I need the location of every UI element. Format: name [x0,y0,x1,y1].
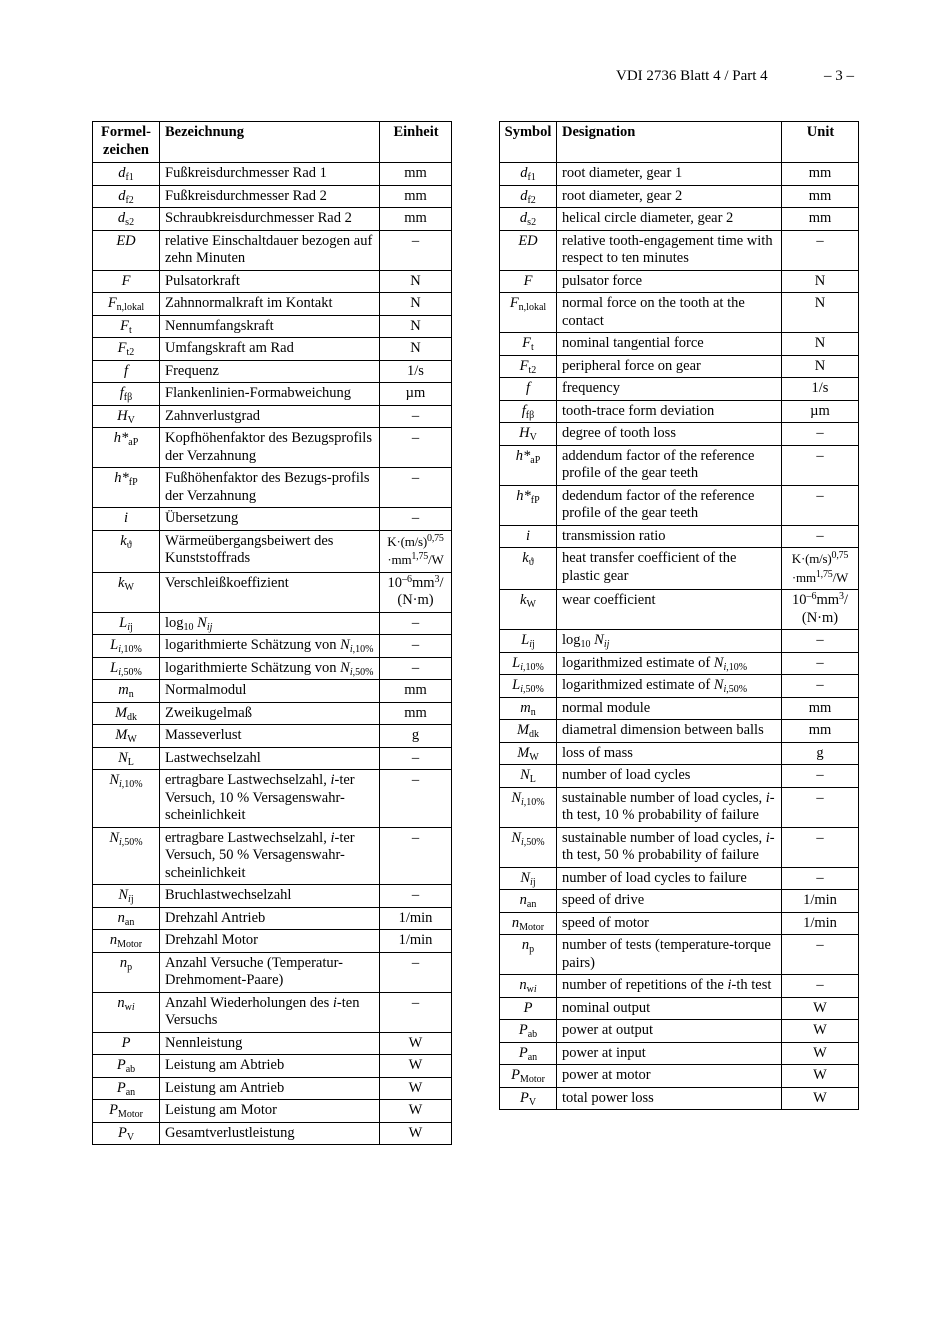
table-row [93,680,452,703]
unit-cell: 1/s [380,360,452,383]
symbol-cell: $P_{ab}$ [93,1055,160,1078]
unit-cell: – [380,747,452,770]
symbol-cell: $N_L$ [500,765,557,788]
table-row [500,423,859,446]
unit-cell: N [380,338,452,361]
symbol-cell: $L_{ij}$ [93,612,160,635]
designation-cell: Nennleistung [160,1032,380,1055]
unit-cell: W [782,997,859,1020]
designation-cell: speed of drive [557,890,782,913]
unit-cell: W [380,1100,452,1123]
table-row [500,293,859,333]
symbol-cell: $N_{i,50\%}$ [500,827,557,867]
unit-cell: – [380,635,452,658]
table-row [500,1042,859,1065]
symbol-table-german [92,121,452,1145]
unit-cell: W [380,1077,452,1100]
document-reference: VDI 2736 Blatt 4 / Part 4 [616,68,768,84]
designation-cell: helical circle diameter, gear 2 [557,208,782,231]
designation-cell: Fußkreisdurchmesser Rad 1 [160,163,380,186]
designation-cell: power at motor [557,1065,782,1088]
unit-cell: mm [380,702,452,725]
unit-cell: – [782,423,859,446]
symbol-cell: $n_p$ [93,952,160,992]
table-row [93,907,452,930]
table-row [500,765,859,788]
designation-cell: Anzahl Wiederholungen des i-ten Versuchs [160,992,380,1032]
table-row [93,885,452,908]
table-row [93,293,452,316]
symbol-cell: $F_t$ [93,315,160,338]
page-header [0,68,950,90]
designation-cell: Zweikugelmaß [160,702,380,725]
table-row [500,208,859,231]
designation-cell: $\log_{10} N_{ij}$ [160,612,380,635]
unit-cell: – [380,657,452,680]
symbol-cell: $P_V$ [93,1122,160,1145]
designation-cell: transmission ratio [557,525,782,548]
unit-cell: – [380,770,452,828]
table-row [500,630,859,653]
table-row [500,787,859,827]
table-row [93,702,452,725]
designation-cell: Lastwechselzahl [160,747,380,770]
designation-cell: number of repetitions of the i-th test [557,975,782,998]
unit-cell: – [380,428,452,468]
symbol-cell: $L_{ij}$ [500,630,557,653]
designation-cell: number of tests (temperature-torque pairs) [557,935,782,975]
unit-cell: µm [782,400,859,423]
column-header-unit: Einheit [380,122,452,163]
symbol-cell: $M_W$ [93,725,160,748]
table-row [93,1100,452,1123]
designation-cell: sustainable number of load cycles, i-th test, 10 % probability of failure [557,787,782,827]
unit-cell: – [782,230,859,270]
symbol-cell: $N_{ij}$ [500,867,557,890]
unit-cell: W [782,1020,859,1043]
table-row [93,360,452,383]
designation-cell: Normalmodul [160,680,380,703]
table-row [500,742,859,765]
unit-cell: 1/s [782,378,859,401]
unit-cell: W [782,1042,859,1065]
table-row [93,230,452,270]
symbol-cell: $k_W$ [500,590,557,630]
designation-cell: Wärmeübergangsbeiwert des Kunststoffrads [160,530,380,572]
unit-cell: – [380,952,452,992]
symbol-cell: $N_{i,10\%}$ [500,787,557,827]
symbol-cell: $F_{t2}$ [93,338,160,361]
table-row [93,827,452,885]
symbol-cell: $P_{ab}$ [500,1020,557,1043]
designation-cell: dedendum factor of the reference profile of the gear teeth [557,485,782,525]
unit-cell: mm [782,697,859,720]
symbol-cell: F [93,270,160,293]
designation-cell: Verschleißkoeffizient [160,572,380,612]
unit-cell: N [782,293,859,333]
table-row [500,378,859,401]
symbol-cell: ED [93,230,160,270]
column-header-symbol: Symbol [500,122,557,163]
table-row [93,428,452,468]
designation-cell: root diameter, gear 1 [557,163,782,186]
symbol-table-english [499,121,859,1110]
unit-cell: $K\cdot(m/s)^{0,75}$ ·mm$^{1,75}$/W [782,548,859,590]
symbol-cell: $h*_{fP}$ [500,485,557,525]
table-row [500,548,859,590]
symbol-cell: $N_{i,50\%}$ [93,827,160,885]
unit-cell: N [782,270,859,293]
symbol-cell: $N_{ij}$ [93,885,160,908]
designation-cell: Leistung am Abtrieb [160,1055,380,1078]
designation-cell: total power loss [557,1087,782,1110]
table-row [500,720,859,743]
table-row [93,1122,452,1145]
table-row [500,400,859,423]
table-row [93,530,452,572]
symbol-cell: $d_{f1}$ [93,163,160,186]
symbol-cell: $n_{wi}$ [93,992,160,1032]
unit-cell: N [782,355,859,378]
designation-cell: heat transfer coefficient of the plastic gear [557,548,782,590]
symbol-cell: $M_{dk}$ [500,720,557,743]
symbol-cell: $L_{i,50\%}$ [93,657,160,680]
symbol-cell: P [500,997,557,1020]
symbol-cell: $h*_{aP}$ [500,445,557,485]
symbol-cell: $m_n$ [500,697,557,720]
designation-cell: Gesamtverlustleistung [160,1122,380,1145]
table-row [93,992,452,1032]
table-row [500,525,859,548]
symbol-cell: $F_{n,lokal}$ [93,293,160,316]
table-row [93,468,452,508]
table-row [500,1020,859,1043]
unit-cell: – [782,445,859,485]
column-header-unit: Unit [782,122,859,163]
designation-cell: Masseverlust [160,725,380,748]
unit-cell: N [782,333,859,356]
symbol-cell: $H_V$ [93,405,160,428]
table-row [500,867,859,890]
table-row [93,338,452,361]
designation-cell: logarithmierte Schätzung von $N_{i,10\%}$ [160,635,380,658]
designation-cell: peripheral force on gear [557,355,782,378]
unit-cell: – [380,612,452,635]
column-header-designation: Bezeichnung [160,122,380,163]
table-row [500,590,859,630]
unit-cell: W [782,1087,859,1110]
unit-cell: mm [380,163,452,186]
symbol-cell: $L_{i,50\%}$ [500,675,557,698]
symbol-cell: $m_n$ [93,680,160,703]
symbol-cell: $f_{f\beta}$ [500,400,557,423]
symbol-cell: $k_ϑ$ [500,548,557,590]
table-row [93,952,452,992]
symbol-cell: $n_{Motor}$ [93,930,160,953]
symbol-cell: i [93,508,160,531]
unit-cell: mm [782,208,859,231]
symbol-cell: $d_{f2}$ [500,185,557,208]
unit-cell: – [782,485,859,525]
designation-cell: $\log_{10} N_{ij}$ [557,630,782,653]
designation-cell: Schraubkreisdurchmesser Rad 2 [160,208,380,231]
designation-cell: Nennumfangskraft [160,315,380,338]
table-row [93,270,452,293]
table-row [500,445,859,485]
table-row [93,405,452,428]
symbol-cell: $d_{s2}$ [500,208,557,231]
unit-cell: – [782,827,859,867]
table-row [500,485,859,525]
designation-cell: Fußhöhenfaktor des Bezugs-profils der Verzahnung [160,468,380,508]
symbol-cell: F [500,270,557,293]
designation-cell: diametral dimension between balls [557,720,782,743]
designation-cell: power at output [557,1020,782,1043]
designation-cell: Umfangskraft am Rad [160,338,380,361]
designation-cell: power at input [557,1042,782,1065]
symbol-cell: $d_{s2}$ [93,208,160,231]
symbol-cell: $M_W$ [500,742,557,765]
table-row [93,315,452,338]
table-row [500,270,859,293]
unit-cell: – [380,405,452,428]
table-header-row [93,122,452,163]
symbol-cell: $N_{i,10\%}$ [93,770,160,828]
symbol-cell: f [500,378,557,401]
table-row [500,827,859,867]
symbol-cell: $N_L$ [93,747,160,770]
unit-cell: mm [380,185,452,208]
symbol-cell: $n_{an}$ [500,890,557,913]
table-row [500,163,859,186]
unit-cell: mm [782,163,859,186]
table-row [500,935,859,975]
designation-cell: frequency [557,378,782,401]
unit-cell: – [782,525,859,548]
symbol-cell: f [93,360,160,383]
table-row [93,770,452,828]
symbol-cell: $L_{i,10\%}$ [500,652,557,675]
unit-cell: N [380,315,452,338]
symbol-cell: $k_W$ [93,572,160,612]
unit-cell: 1/min [782,890,859,913]
designation-cell: logarithmierte Schätzung von $N_{i,50\%}$ [160,657,380,680]
symbol-cell: $h*_{fP}$ [93,468,160,508]
symbol-cell: P [93,1032,160,1055]
table-row [500,890,859,913]
unit-cell: W [380,1122,452,1145]
designation-cell: Kopfhöhenfaktor des Bezugsprofils der Verzahnung [160,428,380,468]
table-row [93,1055,452,1078]
unit-cell: µm [380,383,452,406]
unit-cell: N [380,293,452,316]
table-row [93,612,452,635]
unit-cell: g [380,725,452,748]
symbol-cell: $n_{an}$ [93,907,160,930]
symbol-cell: $P_{Motor}$ [93,1100,160,1123]
table-row [93,1077,452,1100]
designation-cell: Fußkreisdurchmesser Rad 2 [160,185,380,208]
unit-cell: 1/min [380,930,452,953]
designation-cell: Drehzahl Motor [160,930,380,953]
unit-cell: N [380,270,452,293]
table-row [93,508,452,531]
table-row [500,1065,859,1088]
unit-cell: $10^{-6}mm^3/$ (N·m) [380,572,452,612]
designation-cell: normal module [557,697,782,720]
page-number: – 3 – [824,68,854,84]
unit-cell: mm [380,680,452,703]
symbol-cell: $H_V$ [500,423,557,446]
unit-cell: g [782,742,859,765]
symbol-cell: $F_{t2}$ [500,355,557,378]
unit-cell: $10^{-6}mm^3/$ (N·m) [782,590,859,630]
table-row [93,657,452,680]
designation-cell: pulsator force [557,270,782,293]
designation-cell: Leistung am Antrieb [160,1077,380,1100]
designation-cell: Anzahl Versuche (Temperatur-Drehmoment-Paare) [160,952,380,992]
symbol-cell: ED [500,230,557,270]
unit-cell: – [380,468,452,508]
table-row [500,997,859,1020]
designation-cell: Leistung am Motor [160,1100,380,1123]
table-row [93,383,452,406]
table-row [93,163,452,186]
table-row [500,697,859,720]
table-row [500,230,859,270]
designation-cell: Pulsatorkraft [160,270,380,293]
unit-cell: – [782,765,859,788]
designation-cell: loss of mass [557,742,782,765]
table-row [500,1087,859,1110]
unit-cell: W [380,1055,452,1078]
unit-cell: mm [782,720,859,743]
designation-cell: number of load cycles [557,765,782,788]
unit-cell: – [380,230,452,270]
designation-cell: relative tooth-engagement time with respect to ten minutes [557,230,782,270]
symbol-cell: $d_{f1}$ [500,163,557,186]
unit-cell: – [782,675,859,698]
unit-cell: – [782,867,859,890]
table-row [500,912,859,935]
table-row [93,208,452,231]
designation-cell: logarithmized estimate of $N_{i,50\%}$ [557,675,782,698]
designation-cell: speed of motor [557,912,782,935]
symbol-cell: $n_{wi}$ [500,975,557,998]
unit-cell: – [380,992,452,1032]
table-header-row [500,122,859,163]
designation-cell: ertragbare Lastwechselzahl, i-ter Versuch, 50 % Versagenswahr-scheinlichkeit [160,827,380,885]
designation-cell: tooth-trace form deviation [557,400,782,423]
symbol-cell: $n_{Motor}$ [500,912,557,935]
symbol-cell: $k_ϑ$ [93,530,160,572]
designation-cell: degree of tooth loss [557,423,782,446]
table-row [93,185,452,208]
designation-cell: addendum factor of the reference profile of the gear teeth [557,445,782,485]
unit-cell: 1/min [380,907,452,930]
unit-cell: W [782,1065,859,1088]
designation-cell: Flankenlinien-Formabweichung [160,383,380,406]
designation-cell: Frequenz [160,360,380,383]
table-row [93,747,452,770]
table-row [93,1032,452,1055]
symbol-cell: $h*_{aP}$ [93,428,160,468]
designation-cell: Übersetzung [160,508,380,531]
unit-cell: – [782,787,859,827]
symbol-cell: $F_t$ [500,333,557,356]
symbol-cell: $F_{n,lokal}$ [500,293,557,333]
symbol-cell: $L_{i,10\%}$ [93,635,160,658]
designation-cell: Drehzahl Antrieb [160,907,380,930]
symbol-cell: $P_{an}$ [93,1077,160,1100]
symbol-cell: $P_V$ [500,1087,557,1110]
symbol-cell: $P_{an}$ [500,1042,557,1065]
column-header-symbol: Formel- zeichen [93,122,160,163]
unit-cell: – [380,885,452,908]
table-row [500,975,859,998]
column-header-designation: Designation [557,122,782,163]
symbol-cell: $f_{f\beta}$ [93,383,160,406]
table-row [500,185,859,208]
designation-cell: ertragbare Lastwechselzahl, i-ter Versuch, 10 % Versagenswahr-scheinlichkeit [160,770,380,828]
unit-cell: mm [782,185,859,208]
unit-cell: 1/min [782,912,859,935]
unit-cell: W [380,1032,452,1055]
symbol-cell: $M_{dk}$ [93,702,160,725]
unit-cell: mm [380,208,452,231]
designation-cell: root diameter, gear 2 [557,185,782,208]
unit-cell: – [782,975,859,998]
designation-cell: logarithmized estimate of $N_{i,10\%}$ [557,652,782,675]
unit-cell: – [782,935,859,975]
table-row [93,725,452,748]
designation-cell: Zahnnormalkraft im Kontakt [160,293,380,316]
designation-cell: wear coefficient [557,590,782,630]
designation-cell: number of load cycles to failure [557,867,782,890]
unit-cell: – [782,630,859,653]
table-row [500,355,859,378]
symbol-cell: $n_p$ [500,935,557,975]
designation-cell: nominal output [557,997,782,1020]
unit-cell: – [380,827,452,885]
table-row [93,635,452,658]
table-row [500,652,859,675]
unit-cell: – [782,652,859,675]
table-row [93,930,452,953]
unit-cell: $K\cdot(m/s)^{0,75}$ ·mm$^{1,75}$/W [380,530,452,572]
designation-cell: normal force on the tooth at the contact [557,293,782,333]
designation-cell: Zahnverlustgrad [160,405,380,428]
designation-cell: Bruchlastwechselzahl [160,885,380,908]
symbol-cell: i [500,525,557,548]
designation-cell: relative Einschaltdauer bezogen auf zehn Minuten [160,230,380,270]
table-row [93,572,452,612]
designation-cell: nominal tangential force [557,333,782,356]
table-row [500,333,859,356]
symbol-cell: $P_{Motor}$ [500,1065,557,1088]
designation-cell: sustainable number of load cycles, i-th test, 50 % probability of failure [557,827,782,867]
symbol-cell: $d_{f2}$ [93,185,160,208]
unit-cell: – [380,508,452,531]
table-row [500,675,859,698]
